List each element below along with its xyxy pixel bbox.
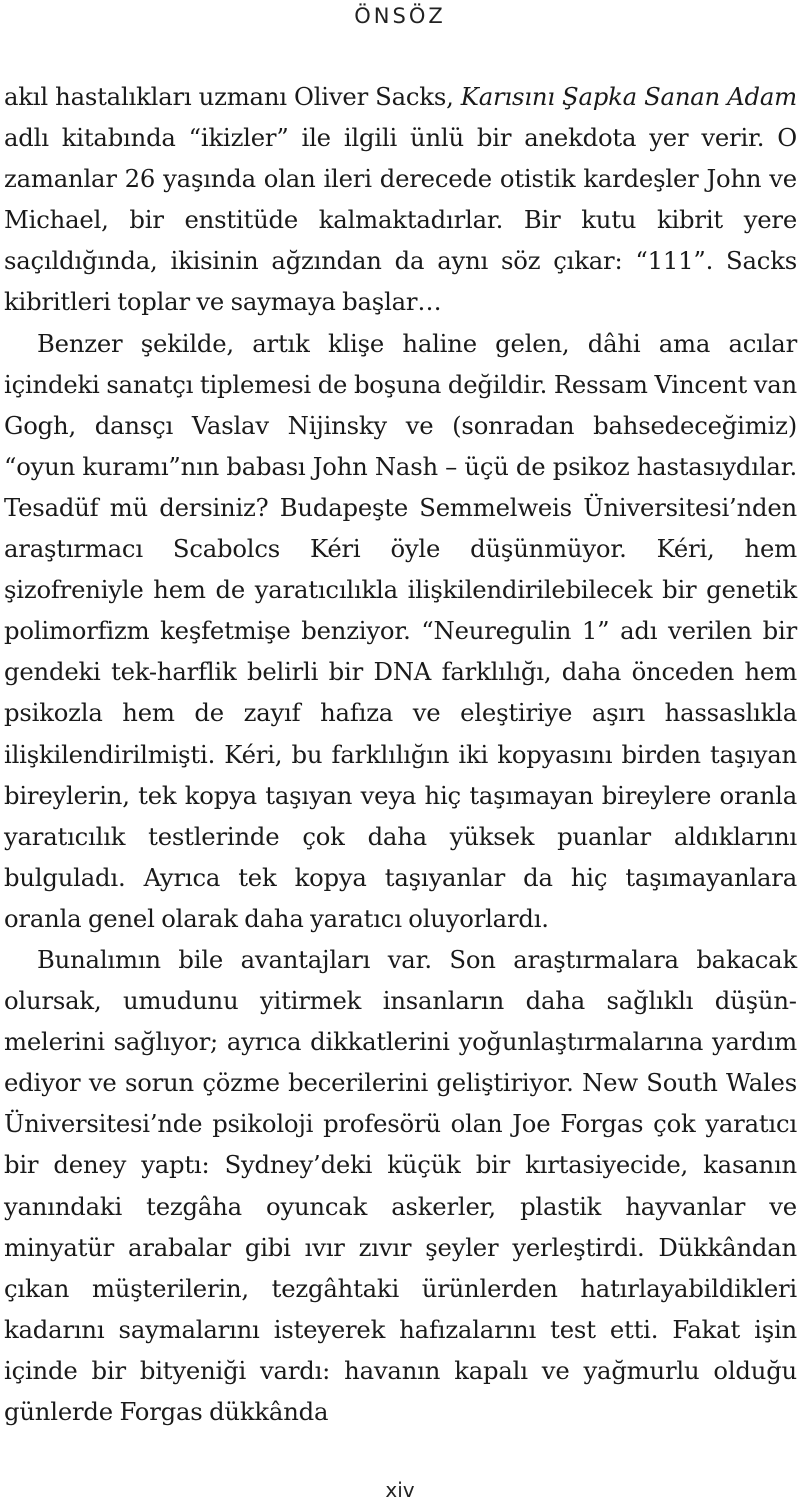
paragraph-1-segment-1: akıl hastalıkları uzmanı Oliver Sacks, [4,82,461,111]
body-text [4,76,797,1432]
book-title-italic: Karısını Şapka Sanan Adam [460,82,797,111]
paragraph-2 [4,323,797,939]
paragraph-3 [4,939,797,1432]
page-number: xiv [385,1478,415,1502]
paragraph-1 [4,76,797,323]
paragraph-1-segment-3: adlı kitabında “ikizler” ile ilgili ünlü bir anekdota yer verir. O zamanlar 26 yaşında olan ileri derecede otistik kardeşler John ve Michael, bir enstitüde kalmaktadırlar. Bir kutu kibrit yere saçıldığında, ikisinin ağzından da aynı söz çıkar: “111”. Sacks kibritleri toplar ve saymaya başlar… [4,123,797,317]
paragraph-3-text: Bunalımın bile avantajları var. Son araştırmalara bakacak olursak, umudunu yitirmek insanların daha sağlıklı düşünmelerini sağlıyor; ayrıca dikkatlerini yoğunlaştırmalarına yardım ediyor ve sorun çözme becerilerini geliştiriyor. New South Wales Üniversitesi’nde psikoloji profesörü olan Joe Forgas çok yaratıcı bir deney yaptı: Sydney’deki küçük bir kırtasiyecide, kasanın yanındaki tezgâha oyuncak askerler, plastik hayvanlar ve minyatür arabalar gibi ıvır zıvır şeyler yerleştirdi. Dükkândan çıkan müşterilerin, tezgâhtaki ürünlerden hatırlayabildikleri kadarını saymalarını isteyerek hafızalarını test etti. Fakat işin içinde bir bityeniği vardı: havanın kapalı ve yağmurlu olduğu günlerde Forgas dükkânda [4,944,797,1426]
paragraph-2-text: Benzer şekilde, artık klişe haline gelen, dâhi ama acılar içindeki sanatçı tiplemesi de boşuna değildir. Ressam Vincent van Gogh, dansçı Vaslav Nijinsky ve (sonradan bahsedeceğimiz) “oyun kuramı”nın babası John Nash – üçü de psikoz hastasıydılar. Tesadüf mü dersiniz? Budapeşte Semmelweis Üniversitesi’nden araştırmacı Scabolcs Kéri öyle düşünmüyor. Kéri, hem şizofreniyle hem de yaratıcılıkla ilişkilendirilebilecek bir genetik polimorfizm keşfetmişe benziyor. “Neuregulin 1” adı verilen bir gendeki tek-harflik belirli bir DNA farklılığı, daha önceden hem psikozla hem de zayıf hafıza ve eleştiriye aşırı hassaslıkla ilişkilendirilmişti. Kéri, bu farklılığın iki kopyasını birden taşıyan bireylerin, tek kopya taşıyan veya hiç taşımayan bireylere oranla yaratıcılık testlerinde çok daha yüksek puanlar aldıklarını bulguladı. Ayrıca tek kopya taşıyanlar da hiç taşımayanlara oranla genel olarak daha yaratıcı oluyorlardı. [4,328,797,933]
running-head-title: ÖNSÖZ [354,4,446,28]
